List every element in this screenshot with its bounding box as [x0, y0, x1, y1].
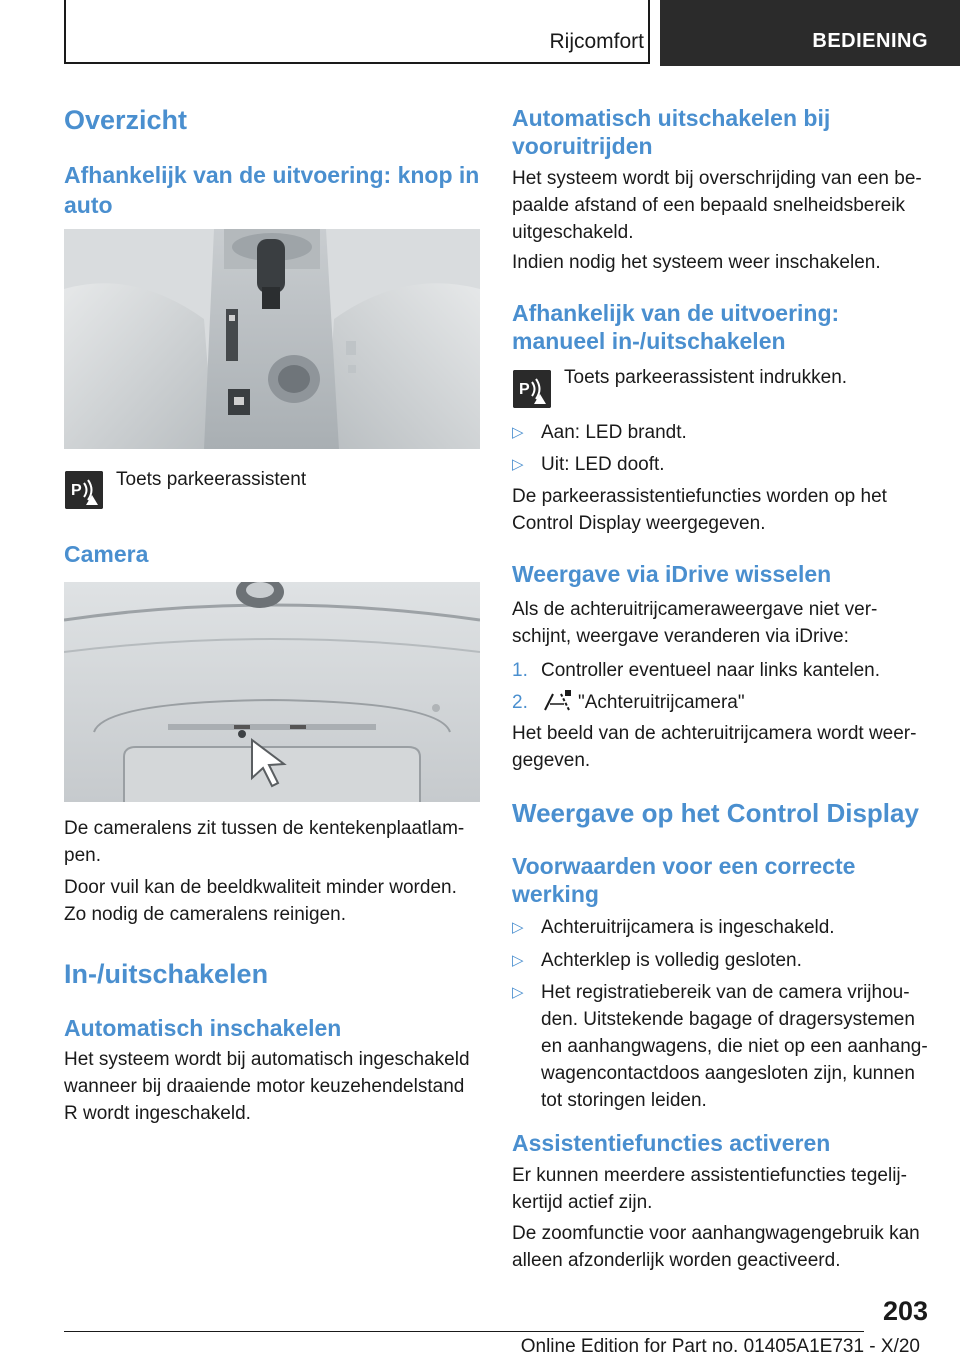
list-item-text: Achterklep is volledig gesloten. — [541, 950, 802, 971]
manual-heading: Afhankelijk van de uitvoering: manueel in-/uitschakelen — [512, 300, 840, 354]
auto-off-hint: Indien nodig het systeem weer inschakelen. — [512, 252, 881, 273]
header-separator — [648, 0, 650, 64]
list-item-text: Achteruitrijcamera is ingeschakeld. — [541, 917, 835, 938]
switch-result-text: Het beeld van de achteruitrijcamera wordt weer-gegeven. — [512, 723, 917, 771]
onoff-title: In-/uitschakelen — [64, 959, 269, 989]
switch-text: Als de achteruitrijcameraweergave niet ver-schijnt, weergave veranderen via iDrive: — [512, 599, 878, 647]
rear-camera-photo — [64, 582, 480, 802]
conditions-heading: Voorwaarden voor een correcte werking — [512, 853, 856, 907]
page-number: 203 — [882, 1296, 928, 1326]
switch-heading: Weergave via iDrive wisselen — [512, 561, 832, 587]
manual-display-text: De parkeerassistentiefuncties worden op het Control Display weergegeven. — [512, 486, 887, 534]
step-item — [512, 657, 928, 684]
svg-text:P: P — [71, 482, 82, 499]
center-console-illustration — [64, 229, 480, 449]
header-section-title: Rijcomfort — [549, 30, 644, 53]
auto-on-heading: Automatisch inschakelen — [64, 1015, 342, 1041]
step-text: Controller eventueel naar links kantelen. — [541, 660, 881, 681]
auto-off-text: Het systeem wordt bij overschrijding van een be-paalde afstand of een bepaald snelheidsbereik uitgeschakeld. — [512, 168, 922, 243]
park-assist-icon — [513, 370, 551, 408]
header-bottom-rule — [64, 62, 650, 64]
park-assist-glyph — [65, 471, 103, 509]
header-left-rule — [64, 0, 66, 64]
list-item-text: Aan: LED brandt. — [541, 422, 687, 443]
triangle-bullet-icon: ▷ — [512, 919, 524, 936]
triangle-bullet-icon: ▷ — [512, 952, 524, 969]
header-chapter-label: BEDIENING — [812, 30, 928, 52]
park-assist-glyph — [513, 370, 551, 408]
assist-heading: Assistentiefuncties activeren — [512, 1130, 831, 1156]
step-text: "Achteruitrijcamera" — [578, 692, 745, 713]
step-number: 1. — [512, 660, 528, 681]
edition-text: Online Edition for Part no. 01405A1E731 - X/20 — [520, 1336, 920, 1357]
rear-camera-icon — [541, 690, 573, 714]
display-title: Weergave op het Control Display — [512, 798, 919, 828]
camera-heading: Camera — [64, 541, 149, 567]
footer-rule — [64, 1331, 864, 1332]
overzicht-title: Overzicht — [64, 105, 188, 135]
camera-location-text: De cameralens zit tussen de kentekenplaatlam-pen. — [64, 818, 465, 866]
triangle-bullet-icon: ▷ — [512, 456, 524, 473]
triangle-bullet-icon: ▷ — [512, 424, 524, 441]
rear-camera-illustration — [64, 582, 480, 802]
park-assist-caption: Toets parkeerassistent — [116, 469, 307, 490]
auto-off-heading: Automatisch uitschakelen bij vooruitrijden — [512, 105, 831, 159]
list-item — [512, 914, 928, 941]
park-assist-icon — [65, 471, 103, 509]
step-item — [512, 689, 928, 716]
list-item-text: Het registratiebereik van de camera vrijhou-den. Uitstekende bagage of dragersystemen en aanhangwagens, die niet op een aanhang-wagencontactdoos aangesloten zijn, kunnen tot storingen leiden. — [541, 982, 928, 1111]
list-item — [512, 947, 928, 974]
auto-on-text: Het systeem wordt bij automatisch ingeschakeld wanneer bij draaiende motor keuzehendelstand R wordt ingeschakeld. — [64, 1049, 470, 1124]
manual-icon-text: Toets parkeerassistent indrukken. — [564, 367, 848, 388]
list-item-text: Uit: LED dooft. — [541, 454, 665, 475]
camera-cleaning-text: Door vuil kan de beeldkwaliteit minder worden. Zo nodig de cameralens reinigen. — [64, 877, 457, 925]
header-chapter-tab — [660, 0, 960, 66]
list-item — [512, 979, 928, 1119]
list-item — [512, 451, 928, 478]
step-number: 2. — [512, 692, 528, 713]
list-item — [512, 419, 928, 446]
assist-text-2: De zoomfunctie voor aanhangwagengebruik kan alleen afzonderlijk worden geactiveerd. — [512, 1223, 920, 1271]
triangle-bullet-icon: ▷ — [512, 984, 524, 1001]
button-variant-heading: Afhankelijk van de uitvoering: knop in auto — [64, 162, 480, 218]
svg-text:P: P — [519, 381, 530, 398]
assist-text-1: Er kunnen meerdere assistentiefuncties tegelij-kertijd actief zijn. — [512, 1165, 907, 1213]
center-console-photo — [64, 229, 480, 449]
